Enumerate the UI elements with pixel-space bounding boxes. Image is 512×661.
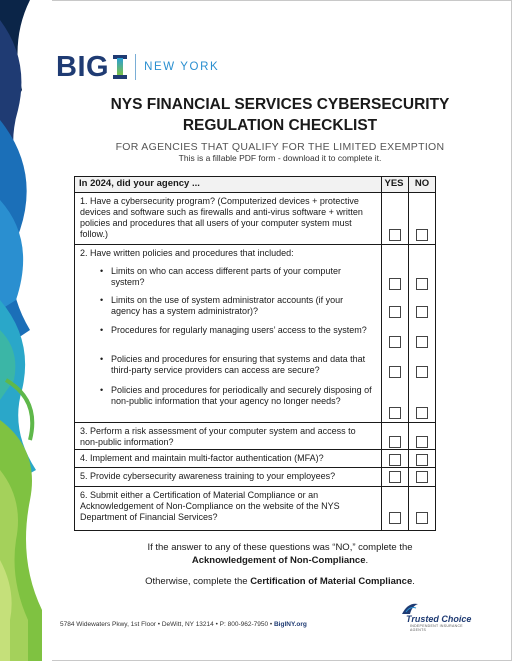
punctuation: . <box>365 555 369 566</box>
footer-contact <box>60 621 307 628</box>
decorative-side-band <box>0 0 52 661</box>
q5-yes-checkbox[interactable] <box>389 471 401 483</box>
instruction-prefix: Otherwise, complete the <box>145 576 251 587</box>
q2a-no-checkbox[interactable] <box>416 278 428 290</box>
question-6: 6. Submit either a Certification of Material Compliance or an Acknowledgement of Non-Compliance on the website of the NYS Department of Financial Services? <box>80 490 340 522</box>
bullet: • <box>100 325 104 335</box>
question-1: 1. Have a cybersecurity program? (Computerized devices + protective devices and software such as firewalls and anti-virus software + written policies and procedures that all users of your computer system must follow.) <box>80 196 363 239</box>
question-2-item-3: Procedures for regularly managing users’ access to the system? <box>111 325 367 335</box>
question-5: 5. Provide cybersecurity awareness training to your employees? <box>80 471 336 481</box>
non-compliance-form-name: Acknowledgement of Non-Compliance <box>191 555 366 566</box>
question-3: 3. Perform a risk assessment of your computer system and access to non-public information? <box>80 426 356 447</box>
logo-divider <box>135 54 136 80</box>
q2b-yes-checkbox[interactable] <box>389 306 401 318</box>
page-subtitle: FOR AGENCIES THAT QUALIFY FOR THE LIMITED EXEMPTION <box>115 141 445 153</box>
page-title-line-2: REGULATION CHECKLIST <box>182 117 378 134</box>
column-divider <box>408 177 409 530</box>
q2e-no-checkbox[interactable] <box>416 407 428 419</box>
side-band-art <box>0 0 52 661</box>
row-divider <box>75 486 435 487</box>
row-divider <box>75 449 435 450</box>
page-title-line-1: NYS FINANCIAL SERVICES CYBERSECURITY <box>110 96 450 113</box>
q2d-yes-checkbox[interactable] <box>389 366 401 378</box>
compliance-form-name: Certification of Material Compliance <box>250 576 413 587</box>
q2c-no-checkbox[interactable] <box>416 336 428 348</box>
q1-no-checkbox[interactable] <box>416 229 428 241</box>
q2c-yes-checkbox[interactable] <box>389 336 401 348</box>
no-column-header: NO <box>414 178 430 189</box>
q2d-no-checkbox[interactable] <box>416 366 428 378</box>
row-divider <box>75 244 435 245</box>
instruction-line-3 <box>60 576 500 587</box>
question-4: 4. Implement and maintain multi-factor authentication (MFA)? <box>80 453 324 463</box>
question-2-item-1: Limits on who can access different parts of your computer system? <box>111 266 341 287</box>
question-column-header: In 2024, did your agency ... <box>79 178 200 189</box>
big-i-logo <box>56 50 219 84</box>
q3-no-checkbox[interactable] <box>416 436 428 448</box>
q6-no-checkbox[interactable] <box>416 512 428 524</box>
logo-region: NEW YORK <box>144 61 220 73</box>
q2a-yes-checkbox[interactable] <box>389 278 401 290</box>
question-2: 2. Have written policies and procedures that included: <box>80 248 294 258</box>
bullet: • <box>100 266 104 276</box>
q4-yes-checkbox[interactable] <box>389 454 401 466</box>
trusted-choice-name: Trusted Choice <box>406 614 472 624</box>
bullet: • <box>100 295 104 305</box>
logo-i-icon <box>113 55 127 79</box>
footer-address: 5784 Widewaters Pkwy, 1st Floor • DeWitt, NY 13214 • P: 800-962-7950 • <box>60 621 274 628</box>
row-divider <box>75 467 435 468</box>
bullet: • <box>100 385 104 395</box>
checklist-table <box>74 176 436 531</box>
question-2-item-2: Limits on the use of system administrator accounts (if your agency has a system administrator)? <box>111 295 344 316</box>
q4-no-checkbox[interactable] <box>416 454 428 466</box>
q3-yes-checkbox[interactable] <box>389 436 401 448</box>
q6-yes-checkbox[interactable] <box>389 512 401 524</box>
instruction-line-1: If the answer to any of these questions was “NO,” complete the <box>147 542 413 553</box>
question-2-item-5: Policies and procedures for periodically and securely disposing of non-public information that your agency no longer needs? <box>111 385 372 406</box>
q2b-no-checkbox[interactable] <box>416 306 428 318</box>
q5-no-checkbox[interactable] <box>416 471 428 483</box>
fillable-note: This is a fillable PDF form - download it to complete it. <box>178 153 382 163</box>
q2e-yes-checkbox[interactable] <box>389 407 401 419</box>
q1-yes-checkbox[interactable] <box>389 229 401 241</box>
punctuation: . <box>412 576 415 587</box>
trusted-choice-logo <box>398 600 478 630</box>
yes-column-header: YES <box>384 178 404 189</box>
bullet: • <box>100 354 104 364</box>
question-2-item-4: Policies and procedures for ensuring that systems and data that third-party service providers can access are secure? <box>111 354 366 375</box>
trusted-choice-tagline: INDEPENDENT INSURANCE AGENTS <box>410 624 463 632</box>
column-divider <box>381 177 382 530</box>
row-divider <box>75 422 435 423</box>
instruction-line-2 <box>60 555 500 566</box>
logo-wordmark: BIG <box>56 50 110 83</box>
website-link[interactable]: BigINY.org <box>273 621 307 628</box>
